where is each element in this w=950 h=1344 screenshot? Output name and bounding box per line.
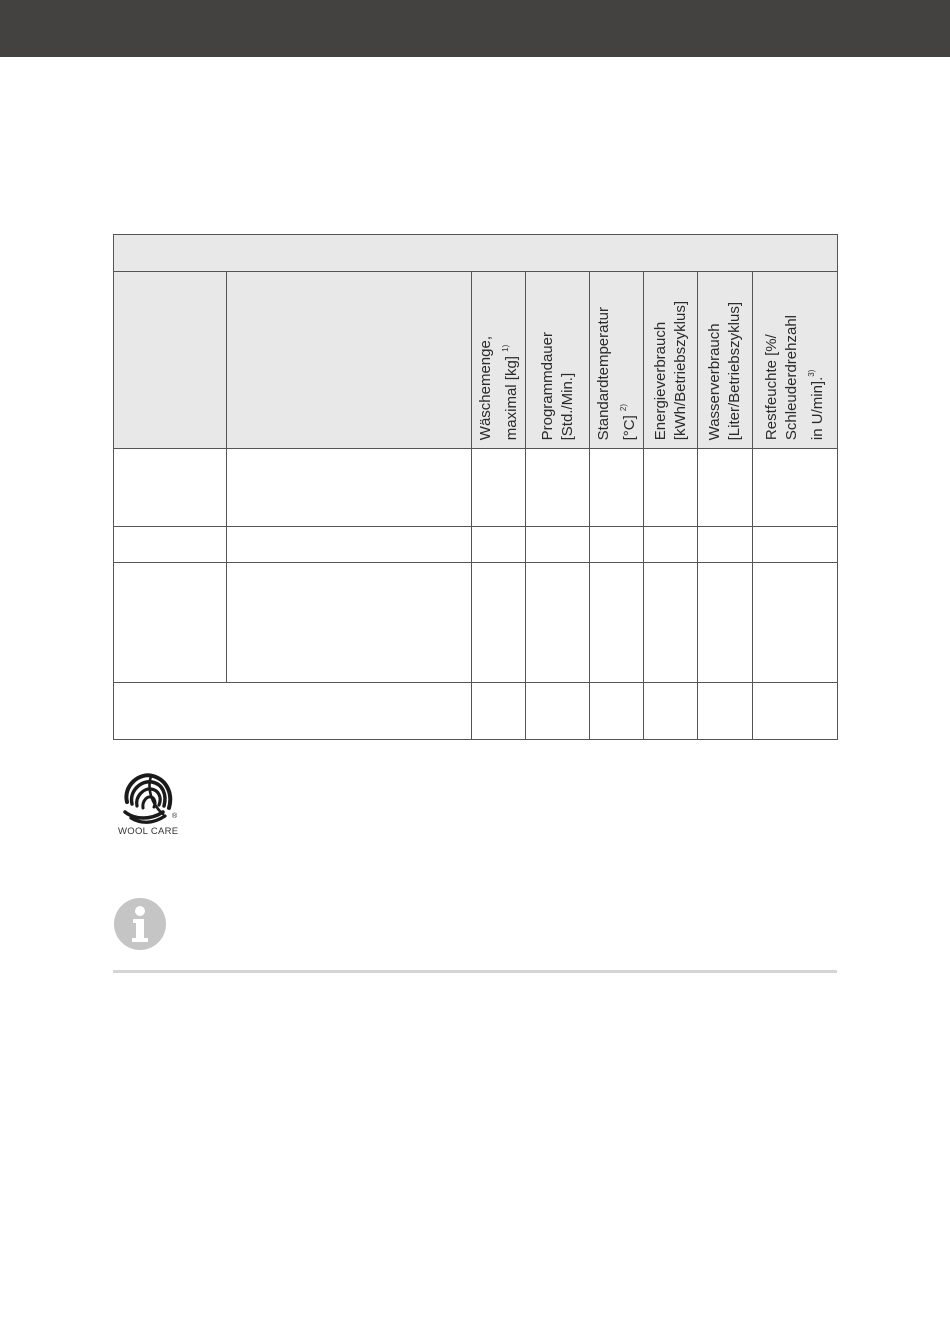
table-cell bbox=[590, 683, 644, 740]
table-cell bbox=[590, 563, 644, 683]
table-cell bbox=[114, 683, 472, 740]
table-title-cell bbox=[114, 235, 838, 272]
header-cell-description bbox=[227, 272, 472, 449]
table-cell bbox=[526, 449, 590, 527]
header-water-line1: Wasserverbrauch bbox=[706, 323, 723, 440]
info-divider bbox=[113, 970, 837, 973]
header-moisture-line3: in U/min]. bbox=[809, 376, 826, 440]
table-cell bbox=[114, 563, 227, 683]
table-row bbox=[114, 683, 838, 740]
footnote-ref-1: 1) bbox=[500, 344, 510, 352]
table-cell bbox=[698, 527, 753, 563]
header-moisture-line2: Schleuderdrehzahl bbox=[783, 314, 800, 440]
header-duration-line1: Programmdauer bbox=[538, 331, 556, 440]
header-laundry-load-line2: maximal [kg] bbox=[502, 355, 520, 440]
table-cell bbox=[114, 449, 227, 527]
table-row bbox=[114, 563, 838, 683]
header-cell-program bbox=[114, 272, 227, 449]
table-cell bbox=[472, 683, 526, 740]
header-energy-line1: Energieverbrauch bbox=[651, 321, 669, 440]
table-cell bbox=[590, 449, 644, 527]
header-moisture-line1: Restfeuchte [%/ bbox=[763, 334, 780, 440]
wool-care-label: WOOL CARE bbox=[118, 826, 179, 837]
table-cell bbox=[644, 527, 698, 563]
table-header-row bbox=[114, 272, 838, 449]
info-icon bbox=[114, 898, 166, 950]
svg-text:®: ® bbox=[172, 813, 178, 820]
table-cell bbox=[227, 563, 472, 683]
table-cell bbox=[644, 563, 698, 683]
table-cell bbox=[590, 527, 644, 563]
table-title-row bbox=[114, 235, 838, 272]
header-temperature-line1: Standardtemperatur bbox=[594, 306, 612, 440]
table-cell bbox=[753, 683, 838, 740]
table-row bbox=[114, 449, 838, 527]
footnote-ref-3: 3) bbox=[807, 369, 816, 377]
table-cell bbox=[227, 449, 472, 527]
header-temperature-line2: [°C] bbox=[620, 414, 638, 440]
table-row bbox=[114, 527, 838, 563]
table-cell bbox=[472, 563, 526, 683]
header-cell-moisture bbox=[753, 272, 838, 449]
table-cell bbox=[698, 683, 753, 740]
header-cell-duration bbox=[526, 272, 590, 449]
header-cell-energy bbox=[644, 272, 698, 449]
table-cell bbox=[698, 563, 753, 683]
table-cell bbox=[698, 449, 753, 527]
table-cell bbox=[644, 683, 698, 740]
footnote-ref-2: 2) bbox=[618, 403, 628, 411]
table-cell bbox=[644, 449, 698, 527]
header-duration-line2: [Std./Min.] bbox=[558, 372, 576, 440]
table-cell bbox=[472, 449, 526, 527]
header-cell-laundry-load bbox=[472, 272, 526, 449]
table-cell bbox=[472, 527, 526, 563]
table-cell bbox=[526, 683, 590, 740]
top-bar bbox=[0, 0, 950, 57]
header-energy-line2: [kWh/Betriebszyklus] bbox=[671, 300, 689, 440]
table-cell bbox=[526, 527, 590, 563]
header-cell-water bbox=[698, 272, 753, 449]
header-water-line2: [Liter/Betriebszyklus] bbox=[726, 301, 743, 440]
header-laundry-load-line1: Wäschemenge, bbox=[476, 335, 494, 440]
table-cell bbox=[753, 563, 838, 683]
table-cell bbox=[753, 449, 838, 527]
header-cell-temperature bbox=[590, 272, 644, 449]
table-cell bbox=[526, 563, 590, 683]
table-cell bbox=[227, 527, 472, 563]
table-cell bbox=[114, 527, 227, 563]
table-cell bbox=[753, 527, 838, 563]
program-table bbox=[113, 234, 838, 740]
